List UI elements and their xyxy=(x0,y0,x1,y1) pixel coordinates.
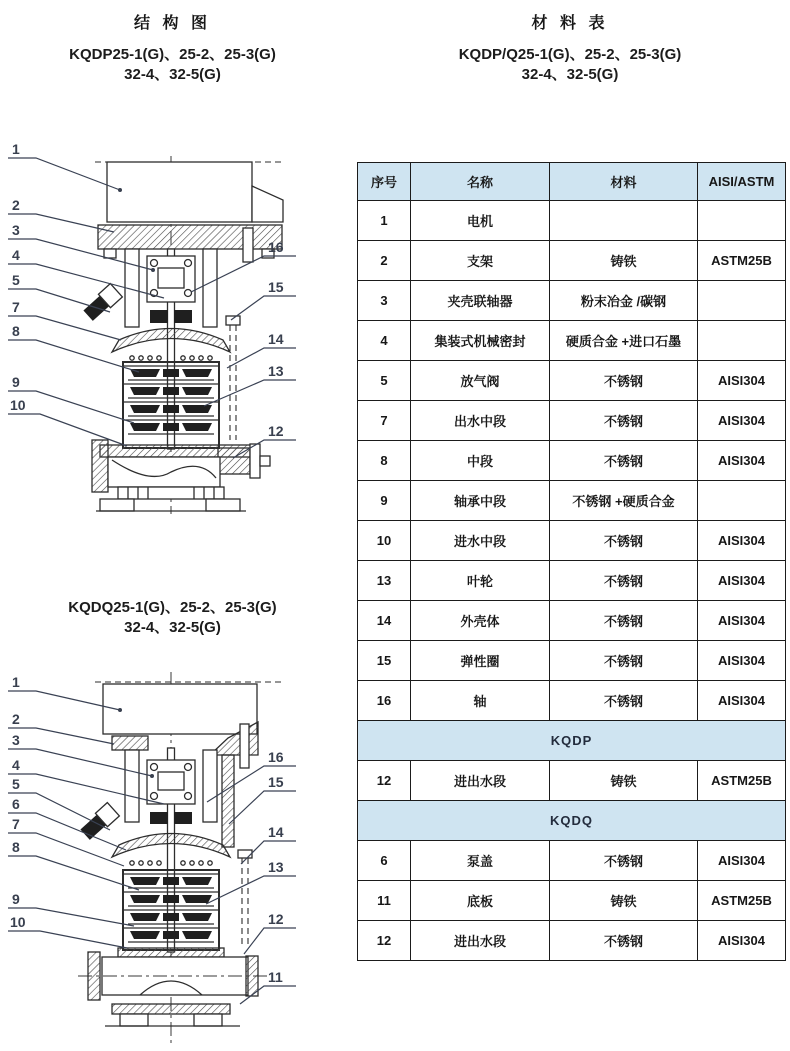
table-row xyxy=(358,601,786,641)
cell-no: 3 xyxy=(358,281,411,321)
header-name: 名称 xyxy=(411,163,550,201)
cell-no: 11 xyxy=(358,881,411,921)
cell-name: 夹壳联轴器 xyxy=(411,281,550,321)
base-drawing xyxy=(92,440,270,511)
cell-material: 不锈钢 xyxy=(550,641,698,681)
material-table xyxy=(357,162,786,961)
material-title: 材 料 表 xyxy=(531,15,609,32)
cell-material: 铸铁 xyxy=(550,241,698,281)
table-row xyxy=(358,881,786,921)
table-row xyxy=(358,401,786,441)
table-row xyxy=(358,921,786,961)
cell-name: 轴 xyxy=(411,681,550,721)
cell-aisi: AISI304 xyxy=(698,921,786,961)
callout-number: 3 xyxy=(12,222,20,238)
tie-rod-drawing xyxy=(226,316,240,440)
cell-name: 底板 xyxy=(411,881,550,921)
cell-name: 中段 xyxy=(411,441,550,481)
cell-no: 13 xyxy=(358,561,411,601)
table-row xyxy=(358,561,786,601)
section-row xyxy=(358,721,786,761)
diagram2-subtitle-line1: KQDQ25-1(G)、25-2、25-3(G) xyxy=(68,599,277,616)
callout-number: 4 xyxy=(12,757,20,773)
cell-no: 4 xyxy=(358,321,411,361)
air-valve-drawing xyxy=(79,803,119,842)
cell-material: 硬质合金 +进口石墨 xyxy=(550,321,698,361)
callout-number: 12 xyxy=(268,911,284,927)
table-row xyxy=(358,681,786,721)
cell-name: 轴承中段 xyxy=(411,481,550,521)
cell-aisi xyxy=(698,481,786,521)
cell-material: 不锈钢 xyxy=(550,401,698,441)
cell-aisi: AISI304 xyxy=(698,441,786,481)
cell-aisi: ASTM25B xyxy=(698,761,786,801)
callout-number: 7 xyxy=(12,299,20,315)
structure-diagram-kqdp xyxy=(0,140,330,520)
callout-number: 5 xyxy=(12,272,20,288)
table-row xyxy=(358,521,786,561)
cell-aisi: ASTM25B xyxy=(698,881,786,921)
cell-material: 不锈钢 +硬质合金 xyxy=(550,481,698,521)
table-row xyxy=(358,641,786,681)
cell-name: 进水中段 xyxy=(411,521,550,561)
cell-aisi: AISI304 xyxy=(698,361,786,401)
material-subtitle-line2: 32-4、32-5(G) xyxy=(521,66,619,83)
cell-name: 集装式机械密封 xyxy=(411,321,550,361)
cell-aisi xyxy=(698,321,786,361)
header-material: 材料 xyxy=(550,163,698,201)
material-subtitle xyxy=(400,45,740,85)
callout-number: 15 xyxy=(268,279,284,295)
table-row xyxy=(358,441,786,481)
table-header-row xyxy=(358,163,786,201)
diagram1-subtitle-line2: 32-4、32-5(G) xyxy=(124,66,221,83)
table-row xyxy=(358,361,786,401)
cell-no: 12 xyxy=(358,761,411,801)
section-row xyxy=(358,801,786,841)
cell-no: 10 xyxy=(358,521,411,561)
cell-material: 不锈钢 xyxy=(550,361,698,401)
cell-no: 5 xyxy=(358,361,411,401)
callout-number: 1 xyxy=(12,674,20,690)
cell-name: 弹性圈 xyxy=(411,641,550,681)
cell-material: 不锈钢 xyxy=(550,601,698,641)
callout-number: 10 xyxy=(10,914,26,930)
callout-number: 10 xyxy=(10,397,26,413)
material-table-body xyxy=(358,201,786,961)
cell-no: 1 xyxy=(358,201,411,241)
callout-number: 6 xyxy=(12,796,20,812)
cell-name: 进出水段 xyxy=(411,761,550,801)
section-label: KQDP xyxy=(358,721,786,761)
cell-no: 6 xyxy=(358,841,411,881)
table-row xyxy=(358,481,786,521)
table-row xyxy=(358,841,786,881)
cell-no: 15 xyxy=(358,641,411,681)
material-header xyxy=(400,10,740,85)
tie-rod-drawing xyxy=(238,850,252,948)
cell-material xyxy=(550,201,698,241)
callout-number: 3 xyxy=(12,732,20,748)
cell-aisi: AISI304 xyxy=(698,641,786,681)
callout-number: 12 xyxy=(268,423,284,439)
callout-number: 15 xyxy=(268,774,284,790)
callout-number: 13 xyxy=(268,859,284,875)
callout-number: 16 xyxy=(268,239,284,255)
callout-number: 7 xyxy=(12,816,20,832)
callout-number: 4 xyxy=(12,247,20,263)
cell-no: 12 xyxy=(358,921,411,961)
cell-aisi: AISI304 xyxy=(698,681,786,721)
cell-material: 不锈钢 xyxy=(550,921,698,961)
cell-material: 不锈钢 xyxy=(550,521,698,561)
callout-number: 14 xyxy=(268,331,284,347)
cell-name: 泵盖 xyxy=(411,841,550,881)
air-valve-drawing xyxy=(82,284,122,323)
cell-no: 14 xyxy=(358,601,411,641)
callout-number: 2 xyxy=(12,197,20,213)
cell-aisi: AISI304 xyxy=(698,601,786,641)
cell-material: 粉末冶金 /碳钢 xyxy=(550,281,698,321)
cell-no: 8 xyxy=(358,441,411,481)
cell-material: 不锈钢 xyxy=(550,561,698,601)
table-row xyxy=(358,321,786,361)
cell-aisi xyxy=(698,281,786,321)
cell-material: 不锈钢 xyxy=(550,841,698,881)
motor-drawing xyxy=(107,162,283,222)
cell-no: 9 xyxy=(358,481,411,521)
coupling-drawing xyxy=(147,748,195,952)
cell-aisi: AISI304 xyxy=(698,841,786,881)
cell-name: 叶轮 xyxy=(411,561,550,601)
motor-drawing xyxy=(103,684,257,734)
cell-material: 不锈钢 xyxy=(550,441,698,481)
callout-number: 8 xyxy=(12,323,20,339)
section-label: KQDQ xyxy=(358,801,786,841)
callout-number: 9 xyxy=(12,891,20,907)
cell-aisi: AISI304 xyxy=(698,561,786,601)
table-row xyxy=(358,241,786,281)
material-table-wrap xyxy=(357,162,785,961)
inline-base-drawing xyxy=(78,948,268,1026)
cell-no: 7 xyxy=(358,401,411,441)
cell-aisi xyxy=(698,201,786,241)
callout-number: 14 xyxy=(268,824,284,840)
callout-number: 8 xyxy=(12,839,20,855)
table-row xyxy=(358,281,786,321)
diagram2-subtitle-line2: 32-4、32-5(G) xyxy=(124,619,221,636)
cell-aisi: AISI304 xyxy=(698,521,786,561)
diagram2-subtitle xyxy=(5,598,340,638)
structure-diagram-kqdq xyxy=(0,652,330,1051)
table-row xyxy=(358,201,786,241)
cell-aisi: ASTM25B xyxy=(698,241,786,281)
cell-name: 支架 xyxy=(411,241,550,281)
cell-name: 出水中段 xyxy=(411,401,550,441)
cell-material: 不锈钢 xyxy=(550,681,698,721)
callout-number: 1 xyxy=(12,141,20,157)
table-row xyxy=(358,761,786,801)
cell-name: 电机 xyxy=(411,201,550,241)
header-no: 序号 xyxy=(358,163,411,201)
structure-title: 结 构 图 xyxy=(134,15,211,32)
header-aisi: AISI/ASTM xyxy=(698,163,786,201)
structure-header xyxy=(5,10,340,85)
callout-number: 11 xyxy=(268,969,283,985)
material-subtitle-line1: KQDP/Q25-1(G)、25-2、25-3(G) xyxy=(458,46,682,63)
cell-no: 16 xyxy=(358,681,411,721)
stage-stack-drawing xyxy=(123,870,219,950)
callout-number: 5 xyxy=(12,776,20,792)
cell-aisi: AISI304 xyxy=(698,401,786,441)
coupling-drawing xyxy=(147,249,195,449)
cell-name: 外壳体 xyxy=(411,601,550,641)
callout-number: 9 xyxy=(12,374,20,390)
diagram1-subtitle xyxy=(5,45,340,85)
callout-number: 13 xyxy=(268,363,284,379)
cell-name: 放气阀 xyxy=(411,361,550,401)
cell-material: 铸铁 xyxy=(550,761,698,801)
diagram1-subtitle-line1: KQDP25-1(G)、25-2、25-3(G) xyxy=(69,46,276,63)
cell-no: 2 xyxy=(358,241,411,281)
callout-number: 16 xyxy=(268,749,284,765)
cell-name: 进出水段 xyxy=(411,921,550,961)
cell-material: 铸铁 xyxy=(550,881,698,921)
callout-number: 2 xyxy=(12,711,20,727)
